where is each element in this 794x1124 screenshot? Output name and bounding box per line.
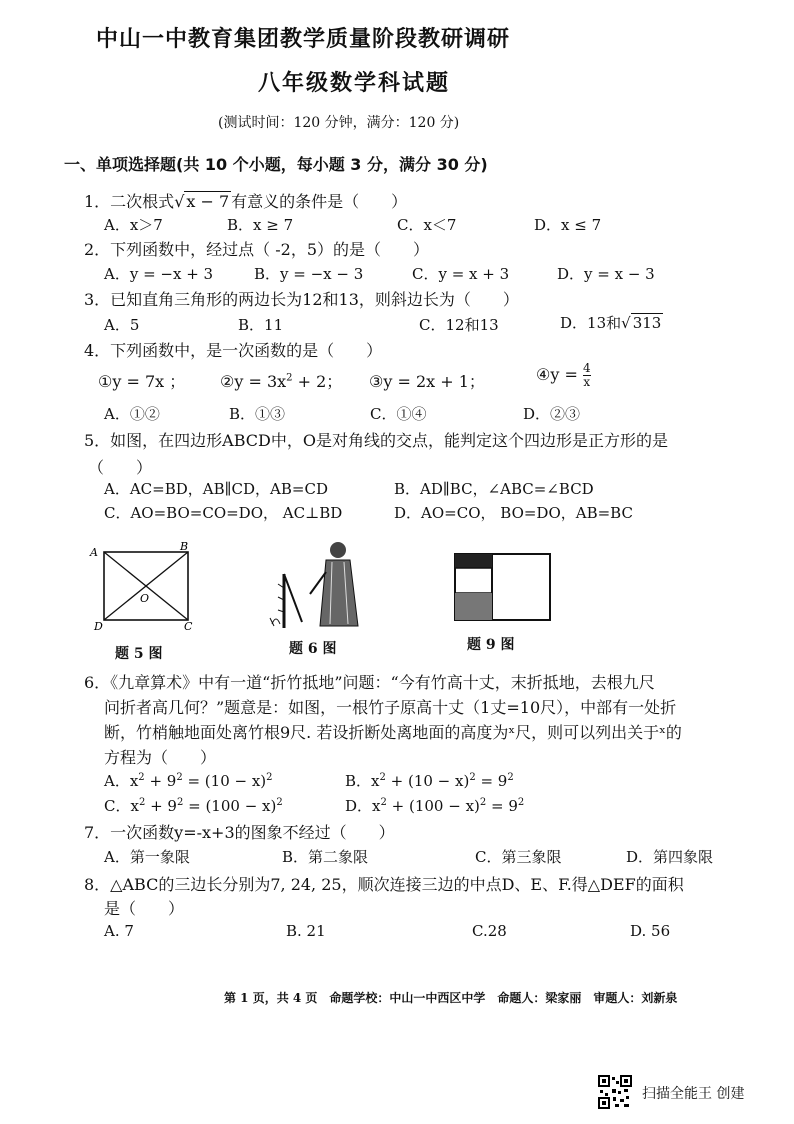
sqrt-symbol: √ [621,314,631,332]
exam-info: (测试时间：120 分钟，满分：120 分) [218,115,460,131]
q5-option-d: D．AO=CO， BO=DO，AB=BC [394,504,633,522]
q3-option-d [560,312,663,333]
question-5-line-1: 5．如图，在四边形ABCD中，O是对角线的交点，能判定这个四边形是正方形的是 [84,431,668,450]
q6-option-c [104,795,283,816]
question-3: 3．已知直角三角形的两边长为12和13，则斜边长为（ ） [84,290,519,309]
q6-c-part-2: + 9 [145,797,177,815]
question-6-line-1: 6．《九章算术》中有一道“折竹抵地”问题：“今有竹高十丈，末折抵地，去根九尺 [84,673,655,692]
q4-function-3: ③y = 2x + 1； [369,372,485,391]
question-7: 7．一次函数y=-x+3的图象不经过（ ） [84,823,395,842]
q6-b-part-1: B．x [345,772,380,790]
q7-option-b: B．第二象限 [282,848,369,866]
exponent: 2 [479,797,487,808]
question-6-line-2: 问折者高几何？”题意是：如图，一根竹子原高十丈（1丈=10尺），中部有一处折 [104,698,677,717]
q1-prefix: 1．二次根式 [84,192,175,211]
q6-d-part-2: + (100 − x) [386,797,480,815]
q2-option-c: C．y = x + 3 [412,265,510,283]
q6-d-part-3: = 9 [486,797,518,815]
vertex-label-o: O [140,592,150,605]
q6-b-part-2: + (10 − x) [385,772,470,790]
q5-option-a: A．AC=BD，AB∥CD，AB=CD [104,480,328,498]
q4-option-c: C．①④ [370,405,427,423]
exponent: 2 [379,772,386,783]
q4-function-2 [220,369,342,392]
vertex-label-b: B [180,540,189,553]
exponent: 2 [507,772,514,783]
vertex-label-c: C [184,620,193,632]
question-6-line-3: 断，竹梢触地面处离竹根9尺. 若设折断处离地面的高度为ˣ尺，则可以列出关于ˣ的 [104,723,682,742]
shaded-bottom-square [455,593,492,620]
q1-suffix: 有意义的条件是（ ） [231,192,408,211]
exam-subtitle: 八年级数学科试题 [258,71,451,96]
question-8-line-2: 是（ ） [104,899,185,918]
exponent: 2 [138,797,146,808]
q7-option-d: D．第四象限 [626,848,714,866]
exponent: 2 [469,772,476,783]
question-4: 4．下列函数中，是一次函数的是（ ） [84,341,383,360]
figure-head [330,542,346,558]
q4-f2b: + 2； [292,372,343,391]
figure-6-caption: 题 6 图 [289,641,337,657]
q3-option-c: C．12和13 [419,316,499,334]
q2-option-b: B．y = −x − 3 [254,265,364,283]
q6-a-part-3: = (10 − x) [182,772,267,790]
question-5-line-2: （ ） [88,458,153,477]
exponent: 2 [176,797,184,808]
q3-d-radicand: 313 [632,314,662,332]
q4-option-a: A．①② [104,405,160,423]
question-1 [84,189,407,212]
q6-option-d [345,795,524,816]
section-title: 一、单项选择题(共 10 个小题，每小题 3 分，满分 30 分) [64,155,488,174]
q1-option-a: A．x＞7 [104,216,163,234]
scanner-watermark: 扫描全能王 创建 [642,1086,745,1102]
q4-f4a: ④y = [536,365,583,384]
q1-option-c: C．x＜7 [397,216,457,234]
sqrt-symbol: √ [174,192,185,211]
exponent: 2 [176,772,183,783]
q1-option-b: B．x ≥ 7 [227,216,294,234]
q4-function-4 [536,362,591,389]
fraction-numerator: 4 [582,361,591,375]
q6-c-part-1: C．x [104,797,139,815]
q4-function-1: ①y = 7x ； [98,372,186,391]
q1-radicand: x − 7 [186,192,230,211]
q1-option-d: D．x ≤ 7 [534,216,602,234]
q7-option-c: C．第三象限 [475,848,562,866]
q8-option-c: C.28 [472,922,507,940]
q6-option-a [104,770,273,791]
q6-option-b [345,770,514,791]
fraction-denominator: x [583,375,591,389]
question-8-line-1: 8．△ABC的三边长分别为7, 24, 25，顺次连接三边的中点D、E、F.得△DEF的面积 [84,875,684,894]
q6-d-part-1: D．x [345,797,381,815]
exam-title: 中山一中教育集团教学质量阶段教研调研 [96,27,511,52]
q8-option-b: B. 21 [286,922,326,940]
q6-b-part-3: = 9 [475,772,508,790]
bamboo-broken-top [284,574,302,622]
q4-option-b: B．①③ [229,405,286,423]
figure-9-rectangles [452,551,554,623]
figure-9-caption: 题 9 图 [467,637,515,653]
figure-5-square [88,540,200,632]
q3-option-a: A．5 [104,316,140,334]
q6-a-part-2: + 9 [144,772,177,790]
figure-robe [320,560,358,626]
exponent: 2 [517,797,525,808]
question-2: 2．下列函数中，经过点（ -2，5）的是（ ） [84,240,430,259]
q4-option-d: D．②③ [523,405,581,423]
vertex-label-a: A [90,546,98,559]
q2-option-d: D．y = x − 3 [557,265,655,283]
q3-option-b: B．11 [238,316,284,334]
exponent: 2 [138,772,145,783]
page-footer: 第 1 页，共 4 页 命题学校：中山一中西区中学 命题人：梁家丽 审题人：刘新泉 [224,991,678,1005]
grass [270,618,280,626]
q5-option-b: B．AD∥BC，∠ABC=∠BCD [394,480,594,498]
q7-option-a: A．第一象限 [104,848,190,866]
q6-a-part-1: A．x [104,772,139,790]
q8-option-a: A. 7 [104,922,134,940]
q4-f2-exponent: 2 [286,372,293,384]
exponent: 2 [276,797,283,808]
exponent: 2 [380,797,387,808]
q5-option-c: C．AO=BO=CO=DO， AC⊥BD [104,504,343,522]
shaded-top-band [455,554,492,568]
question-6-line-4: 方程为（ ） [104,748,217,767]
q2-option-a: A．y = −x + 3 [104,265,214,283]
vertex-label-d: D [94,620,103,632]
q3-d-prefix: D．13和 [560,314,622,332]
q8-option-d: D. 56 [630,922,671,940]
q6-c-part-3: = (100 − x) [183,797,277,815]
figure-6-bamboo-illustration [266,538,366,632]
fraction [583,362,591,389]
figure-5-caption: 题 5 图 [115,646,163,662]
q4-f2a: ②y = 3x [220,372,287,391]
exponent: 2 [266,772,273,783]
qr-code-icon [598,1075,632,1109]
